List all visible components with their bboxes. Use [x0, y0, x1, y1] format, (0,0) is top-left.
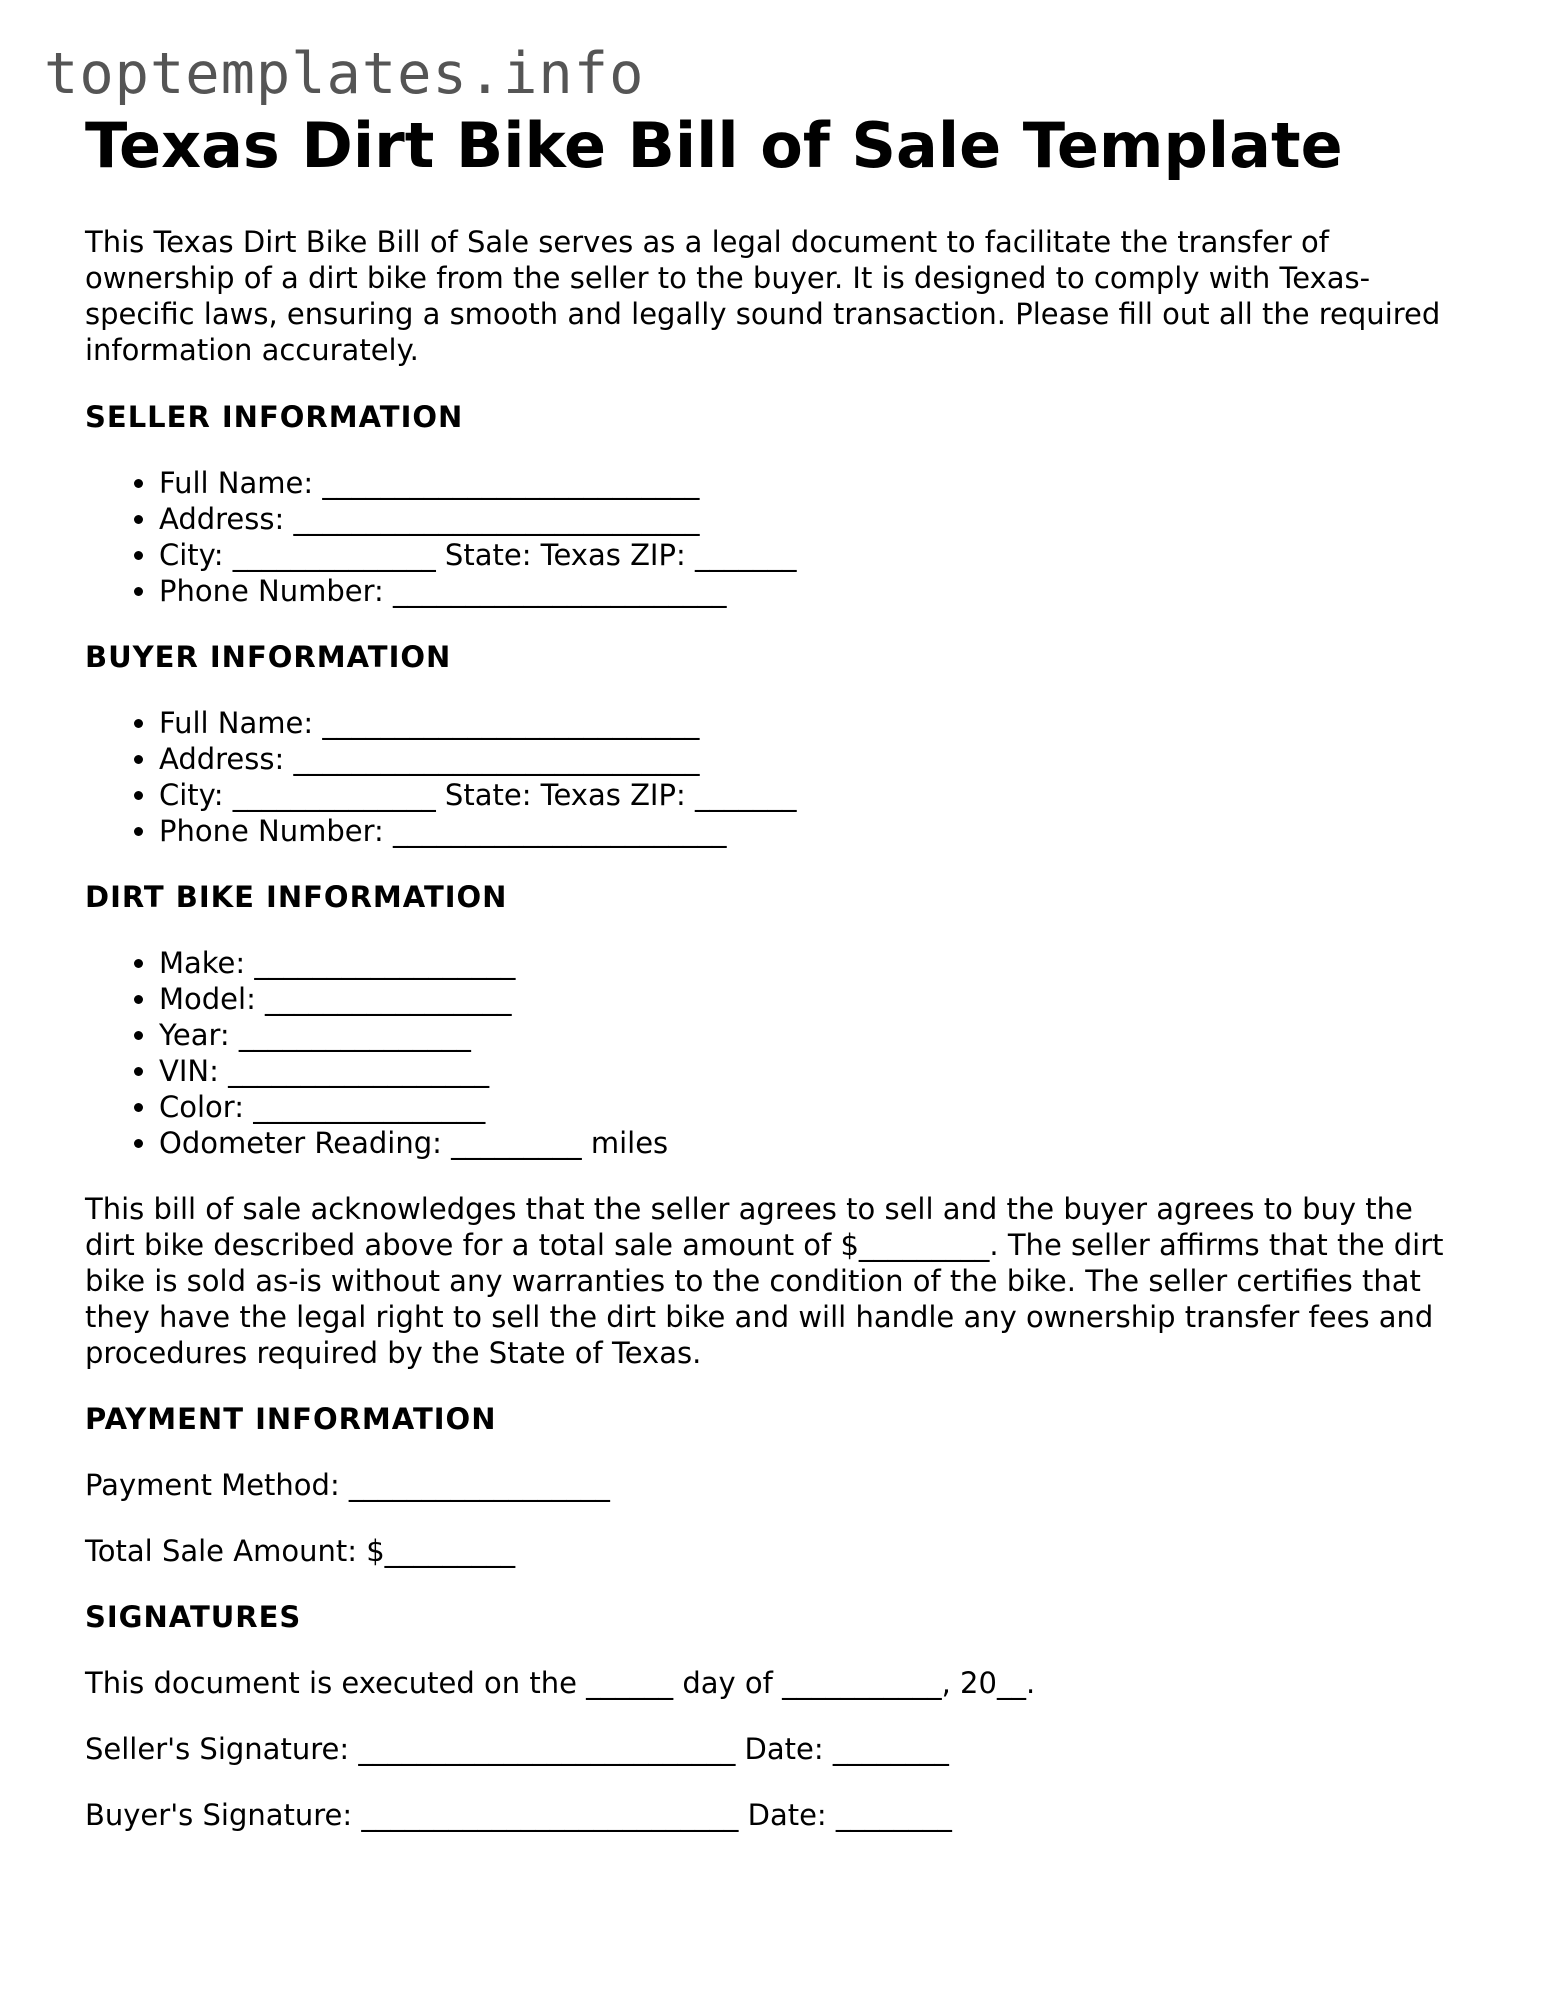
buyer-address-field: • Address: ____________________________ — [159, 741, 1465, 777]
watermark: toptemplates.info — [44, 41, 645, 107]
execution-date-line: This document is executed on the ______ day of ___________, 20__. — [85, 1666, 1036, 1700]
total-sale-amount-field: Total Sale Amount: $_________ — [85, 1534, 516, 1568]
bike-list — [85, 945, 1465, 1161]
seller-signature-line: Seller's Signature: __________________________ Date: ________ — [85, 1732, 949, 1766]
seller-address-field: • Address: ____________________________ — [159, 501, 1465, 537]
bike-model-field: • Model: _________________ — [159, 981, 1465, 1017]
bike-odometer-field: • Odometer Reading: _________ miles — [159, 1125, 1465, 1161]
buyer-full-name-field: • Full Name: __________________________ — [159, 705, 1465, 741]
acknowledgment-paragraph: This bill of sale acknowledges that the seller agrees to sell and the buyer agrees to buy the dirt bike described above for a total sale amount of $_________. The seller affirms that the dirt bike is sold as-is without any warranties to the condition of the bike. The seller certifies that they have the legal right to sell the dirt bike and will handle any ownership transfer fees and procedures required by the State of Texas. — [85, 1192, 1444, 1370]
payment-heading: PAYMENT INFORMATION — [85, 1402, 497, 1436]
buyer-city-state-zip-field: • City: ______________ State: Texas ZIP: _______ — [159, 777, 1465, 813]
seller-list — [85, 465, 1465, 609]
signatures-heading: SIGNATURES — [85, 1600, 302, 1634]
bike-make-field: • Make: __________________ — [159, 945, 1465, 981]
document-page — [85, 106, 1465, 1833]
buyer-signature-line: Buyer's Signature: __________________________ Date: ________ — [85, 1798, 952, 1832]
bike-vin-field: • VIN: __________________ — [159, 1053, 1465, 1089]
bike-heading: DIRT BIKE INFORMATION — [85, 880, 508, 914]
buyer-list — [85, 705, 1465, 849]
intro-paragraph: This Texas Dirt Bike Bill of Sale serves as a legal document to facilitate the transfer of ownership of a dirt bike from the seller to the buyer. It is designed to comply with Texas-specific laws, ensuring a smooth and legally sound transaction. Please fill out all the required information accurately. — [85, 225, 1441, 367]
bike-year-field: • Year: ________________ — [159, 1017, 1465, 1053]
seller-city-state-zip-field: • City: ______________ State: Texas ZIP: _______ — [159, 537, 1465, 573]
seller-full-name-field: • Full Name: __________________________ — [159, 465, 1465, 501]
seller-phone-field: • Phone Number: _______________________ — [159, 573, 1465, 609]
buyer-heading: BUYER INFORMATION — [85, 640, 452, 674]
document-title: Texas Dirt Bike Bill of Sale Template — [85, 109, 1343, 182]
bike-color-field: • Color: ________________ — [159, 1089, 1465, 1125]
payment-method-field: Payment Method: __________________ — [85, 1468, 610, 1502]
seller-heading: SELLER INFORMATION — [85, 400, 464, 434]
buyer-phone-field: • Phone Number: _______________________ — [159, 813, 1465, 849]
